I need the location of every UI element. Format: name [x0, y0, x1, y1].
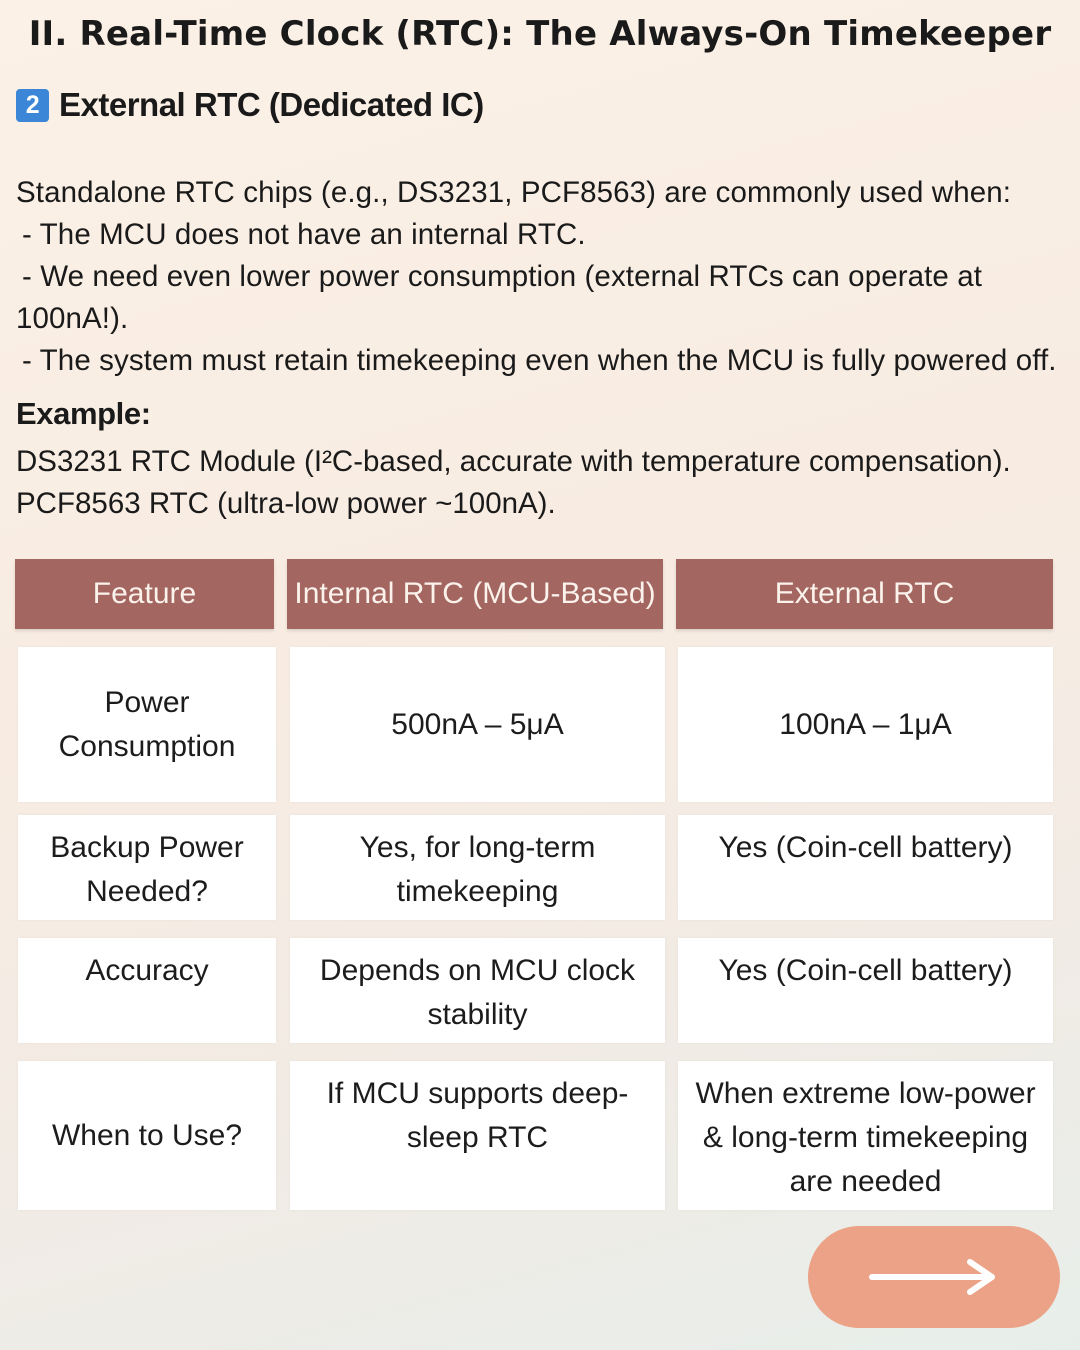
cell-internal	[290, 1061, 665, 1210]
cell-text: Consumption	[58, 729, 236, 763]
section-heading	[16, 86, 484, 124]
cell-text: timekeeping	[396, 875, 559, 908]
intro-bullet: - The system must retain timekeeping even when the MCU is fully powered off.	[22, 344, 1057, 377]
cell-text: 100nA – 1μA	[779, 707, 952, 741]
cell-text: & long-term timekeeping	[702, 1121, 1029, 1154]
cell-text: If MCU supports deep-	[326, 1077, 629, 1110]
intro-lead: Standalone RTC chips (e.g., DS3231, PCF8563) are commonly used when:	[16, 176, 1012, 209]
cell-text: 500nA – 5μA	[391, 707, 564, 741]
cell-text: Yes, for long-term	[359, 831, 596, 864]
arrow-right-icon	[868, 1257, 1000, 1297]
intro-bullet-continuation: 100nA!).	[16, 302, 129, 335]
intro-bullet: - We need even lower power consumption (external RTCs can operate at	[22, 260, 983, 293]
page-title: II. Real-Time Clock (RTC): The Always-On Timekeeper	[28, 14, 1052, 54]
header-label: Internal RTC (MCU-Based)	[294, 577, 656, 610]
cell-feature	[18, 938, 276, 1043]
example-line: PCF8563 RTC (ultra-low power ~100nA).	[16, 487, 556, 520]
header-label: Feature	[92, 577, 197, 610]
cell-internal	[290, 938, 665, 1043]
cell-text: Needed?	[86, 875, 208, 908]
example-line: DS3231 RTC Module (I²C-based, accurate with temperature compensation).	[16, 445, 1011, 478]
intro-bullet: - The MCU does not have an internal RTC.	[22, 218, 586, 251]
intro-text	[16, 172, 1072, 382]
example-label: Example:	[16, 396, 151, 431]
cell-feature	[18, 815, 276, 920]
cell-text: stability	[427, 998, 528, 1031]
table-header-internal	[287, 559, 663, 629]
section-heading-text: External RTC (Dedicated IC)	[59, 86, 484, 123]
cell-text: are needed	[789, 1165, 942, 1198]
cell-text: Power	[104, 685, 190, 719]
header-label: External RTC	[774, 577, 955, 610]
cell-external	[678, 647, 1053, 802]
cell-external	[678, 815, 1053, 920]
example-list	[16, 441, 1011, 525]
cell-text: Yes (Coin-cell battery)	[718, 831, 1013, 864]
cell-external	[678, 1061, 1053, 1210]
cell-text: sleep RTC	[406, 1121, 549, 1154]
cell-internal	[290, 815, 665, 920]
cell-text: When to Use?	[51, 1118, 243, 1152]
cell-external	[678, 938, 1053, 1043]
cell-internal	[290, 647, 665, 802]
table-header-external	[676, 559, 1053, 629]
cell-text: Yes (Coin-cell battery)	[718, 954, 1013, 987]
cell-feature	[18, 1061, 276, 1210]
next-button[interactable]	[808, 1226, 1060, 1328]
cell-text: Backup Power	[50, 831, 244, 864]
cell-text: Accuracy	[85, 954, 209, 987]
cell-text: Depends on MCU clock	[319, 954, 636, 987]
cell-text: When extreme low-power	[695, 1077, 1036, 1110]
number-badge: 2	[16, 89, 49, 122]
cell-feature	[18, 647, 276, 802]
table-header-feature	[15, 559, 274, 629]
